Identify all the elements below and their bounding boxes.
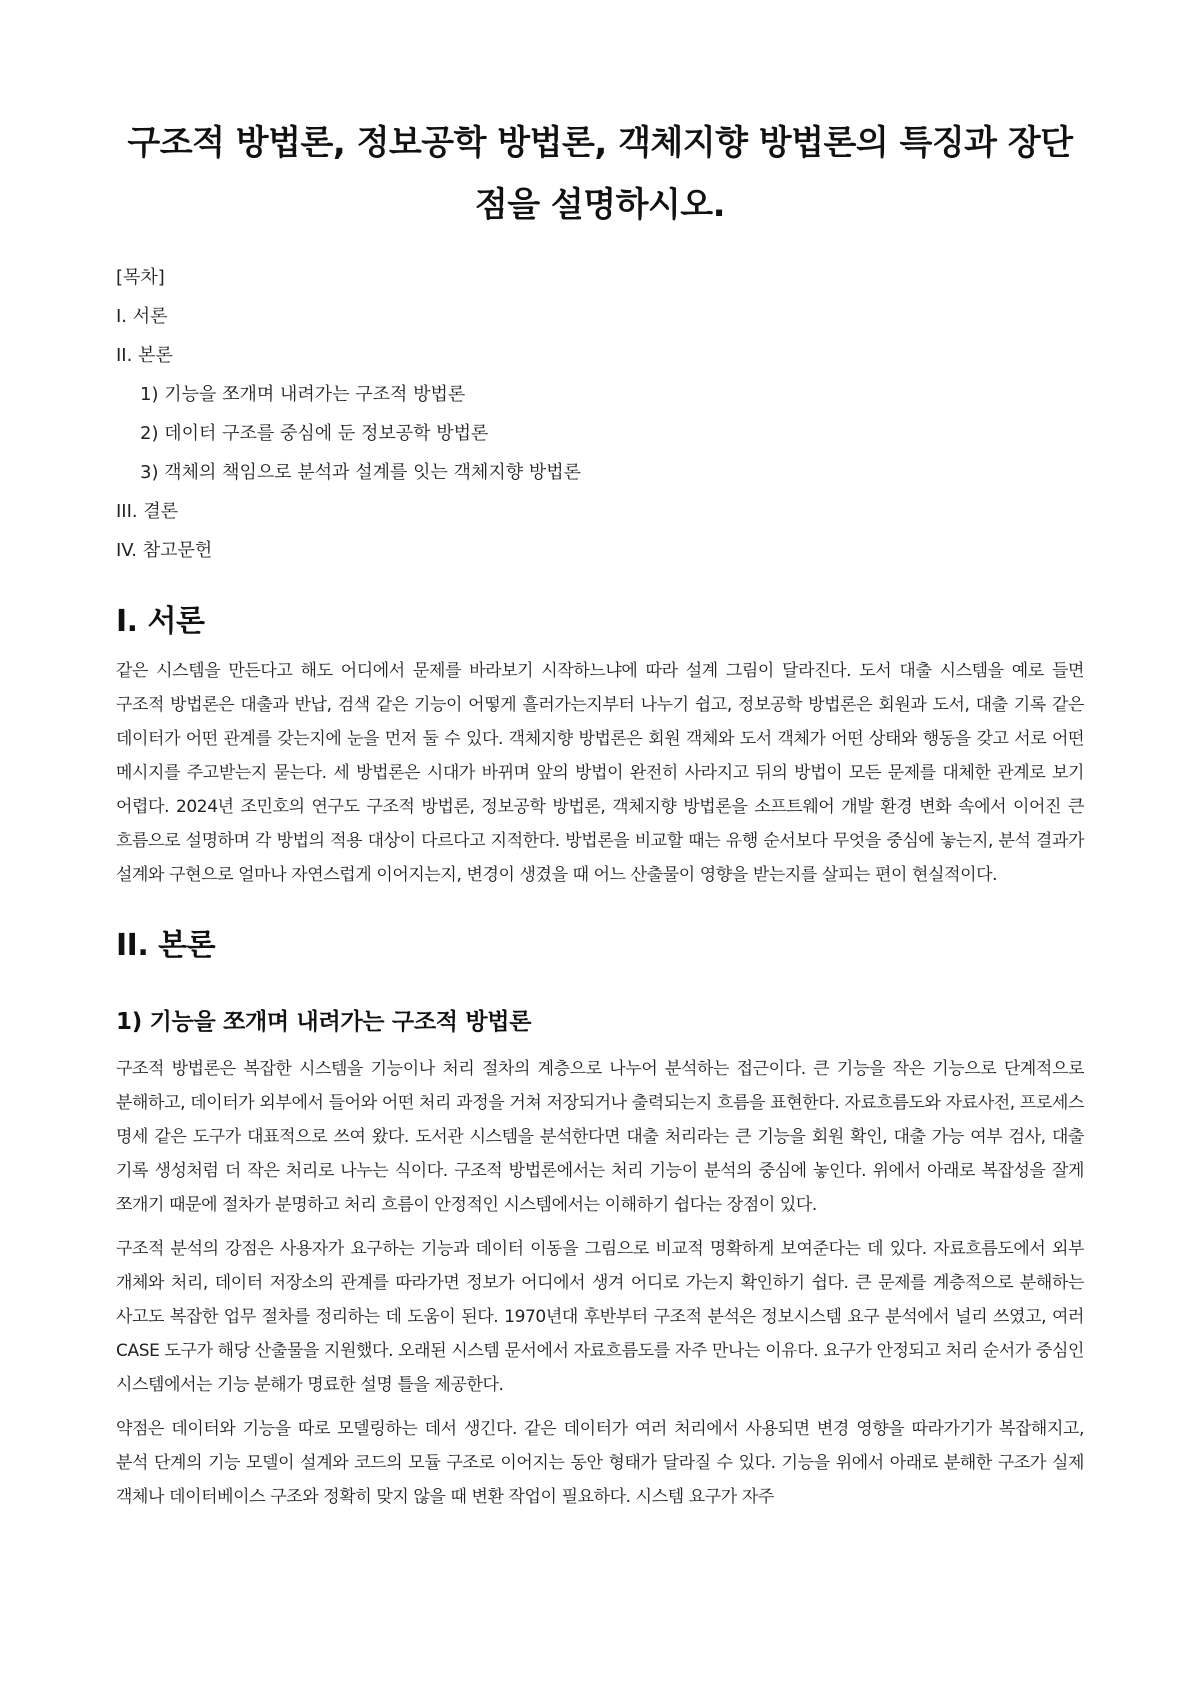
structured-method-paragraph: 구조적 방법론은 복잡한 시스템을 기능이나 처리 절차의 계층으로 나누어 분석하는 접근이다. 큰 기능을 작은 기능으로 단계적으로 분해하고, 데이터가 외부에서 들어와 어떤 처리 과정을 거쳐 저장되거나 출력되는지 흐름을 표현한다. 자료흐름도와 자료사전, 프로세스 명세 같은 도구가 대표적으로 쓰여 왔다. 도서관 시스템을 분석한다면 대출 처리라는 큰 기능을 회원 확인, 대출 가능 여부 검사, 대출 기록 생성처럼 더 작은 처리로 나누는 식이다. 구조적 방법론에서는 처리 기능이 분석의 중심에 놓인다. 위에서 아래로 복잡성을 잘게 쪼개기 때문에 절차가 분명하고 처리 흐름이 안정적인 시스템에서는 이해하기 쉽다는 장점이 있다. [116,1059,1084,1215]
section-heading-introduction: I. 서론 [116,604,205,639]
document-title: 구조적 방법론, 정보공학 방법론, 객체지향 방법론의 특징과 장단점을 설명하시오. [127,123,1073,225]
structured-method-paragraph: 약점은 데이터와 기능을 따로 모델링하는 데서 생긴다. 같은 데이터가 여러 처리에서 사용되면 변경 영향을 따라가기가 복잡해지고, 분석 단계의 기능 모델이 설계와 코드의 모듈 구조로 이어지는 동안 형태가 달라질 수 있다. 기능을 위에서 아래로 분해한 구조가 실제 객체나 데이터베이스 구조와 정확히 맞지 않을 때 변환 작업이 필요하다. 시스템 요구가 자주 [116,1419,1084,1507]
toc-label: [목차] [116,267,165,288]
section-heading-body: II. 본론 [116,928,216,963]
structured-method-paragraph: 구조적 분석의 강점은 사용자가 요구하는 기능과 데이터 이동을 그림으로 비교적 명확하게 보여준다는 데 있다. 자료흐름도에서 외부 개체와 처리, 데이터 저장소의 관계를 따라가면 정보가 어디에서 생겨 어디로 가는지 확인하기 쉽다. 큰 문제를 계층적으로 분해하는 사고도 복잡한 업무 절차를 정리하는 데 도움이 된다. 1970년대 후반부터 구조적 분석은 정보시스템 요구 분석에서 널리 쓰였고, 여러 CASE 도구가 해당 산출물을 지원했다. 오래된 시스템 문서에서 자료흐름도를 자주 만나는 이유다. 요구가 안정되고 처리 순서가 중심인 시스템에서는 기능 분해가 명료한 설명 틀을 제공한다. [116,1239,1084,1395]
toc-item-body: II. 본론 [116,345,173,366]
table-of-contents [116,258,1084,570]
toc-item-structured-method: 1) 기능을 쪼개며 내려가는 구조적 방법론 [140,384,466,405]
toc-item-information-engineering: 2) 데이터 구조를 중심에 둔 정보공학 방법론 [140,423,489,444]
toc-item-conclusion: III. 결론 [116,501,179,522]
toc-item-references: IV. 참고문헌 [116,540,213,561]
subsection-heading-structured-method: 1) 기능을 쪼개며 내려가는 구조적 방법론 [116,1009,532,1035]
toc-item-introduction: I. 서론 [116,306,168,327]
introduction-paragraph: 같은 시스템을 만든다고 해도 어디에서 문제를 바라보기 시작하느냐에 따라 설계 그림이 달라진다. 도서 대출 시스템을 예로 들면 구조적 방법론은 대출과 반납, 검색 같은 기능이 어떻게 흘러가는지부터 나누기 쉽고, 정보공학 방법론은 회원과 도서, 대출 기록 같은 데이터가 어떤 관계를 갖는지에 눈을 먼저 둘 수 있다. 객체지향 방법론은 회원 객체와 도서 객체가 어떤 상태와 행동을 갖고 서로 어떤 메시지를 주고받는지 묻는다. 세 방법론은 시대가 바뀌며 앞의 방법이 완전히 사라지고 뒤의 방법이 모든 문제를 대체한 관계로 보기 어렵다. 2024년 조민호의 연구도 구조적 방법론, 정보공학 방법론, 객체지향 방법론을 소프트웨어 개발 환경 변화 속에서 이어진 큰 흐름으로 설명하며 각 방법의 적용 대상이 다르다고 지적한다. 방법론을 비교할 때는 유행 순서보다 무엇을 중심에 놓는지, 분석 결과가 설계와 구현으로 얼마나 자연스럽게 이어지는지, 변경이 생겼을 때 어느 산출물이 영향을 받는지를 살피는 편이 현실적이다. [116,661,1084,885]
toc-item-object-oriented: 3) 객체의 책임으로 분석과 설계를 잇는 객체지향 방법론 [140,462,582,483]
